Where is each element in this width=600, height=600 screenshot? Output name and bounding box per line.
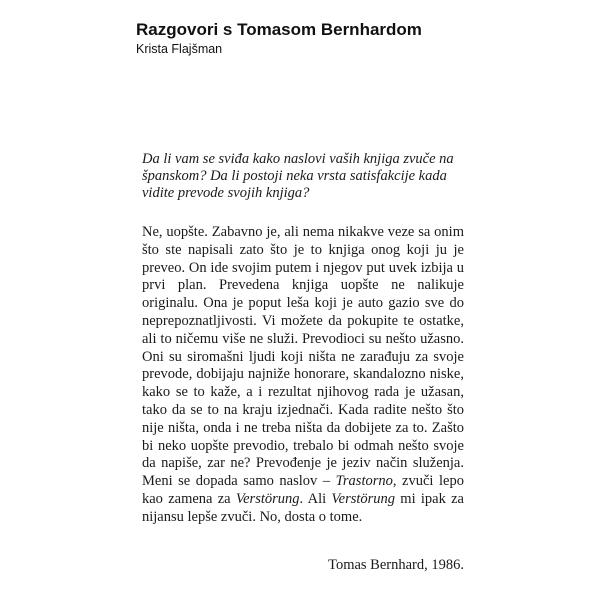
page-header xyxy=(136,20,536,57)
answer-text-part-4: mi ipak za nijansu lepše zvuči. No, dosta o tome. xyxy=(142,490,464,525)
answer-text-part-3: . Ali xyxy=(299,490,332,507)
answer-emphasis-verstorung-1: Verstörung xyxy=(235,490,300,507)
answer-text-part-2: , zvuči lepo kao zamena za xyxy=(142,473,464,507)
quote-attribution: Tomas Bernhard, 1986. xyxy=(328,557,464,573)
answer-emphasis-trastorno: Trastorno xyxy=(335,473,393,490)
interview-answer xyxy=(142,224,464,527)
interview-question: Da li vam se sviđa kako naslovi vaših knjiga zvuče na španskom? Da li postoji neka vrsta satisfakcije kada vidite prevode svojih knjiga? xyxy=(142,151,454,201)
book-title: Razgovori s Tomasom Bernhardom xyxy=(136,20,422,39)
book-author: Krista Flajšman xyxy=(136,42,223,56)
answer-text-part-1: Ne, uopšte. Zabavno je, ali nema nikakve veze sa onim što ste napisali zato što je to knjiga onog koji ju je preveo. On ide svojim putem i njegov put uvek izbija u prvi plan. Prevedena knjiga uopšte ne nalikuje originalu. Ona je poput leša koji je auto gazio sve do neprepoznatljivosti. Vi možete da pokupite te ostatke, ali to ničemu više ne služi. Prevodioci su nešto užasno. Oni su siromašni ljudi koji ništa ne zarađuju za svoje prevode, dobijaju najniže honorare, skandalozno niske, kako se to kaže, a i rezultat njihovog rada je užasan, tako da se to na kraju izjednači. Kada radite nešto što nije ništa, onda i ne treba ništa da dobijete za to. Zašto bi neko uopšte prevodio, trebalo bi odmah nešto svoje da napiše, zar ne? Prevođenje je jeziv način služenja. Meni se dopada samo naslov – xyxy=(142,224,464,490)
answer-emphasis-verstorung-2: Verstörung xyxy=(331,490,396,507)
